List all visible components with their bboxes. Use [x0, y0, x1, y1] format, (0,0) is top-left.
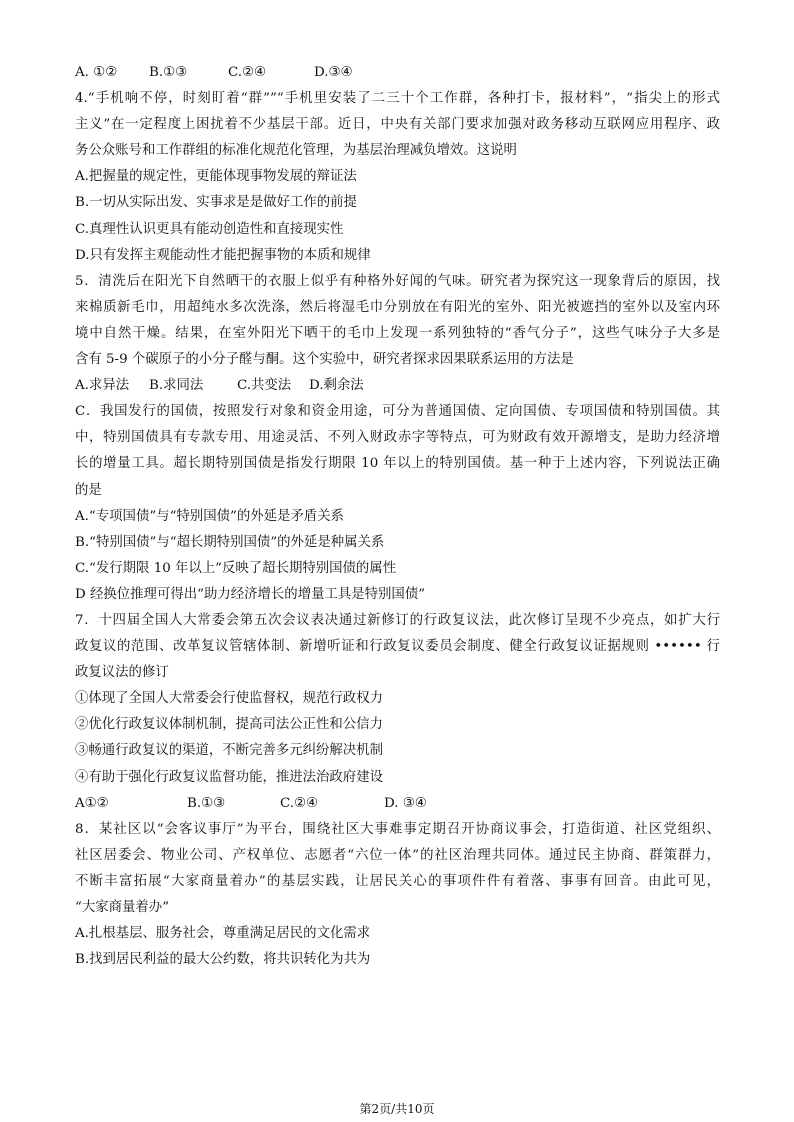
- q7-item-4: ④有助于强化行政复议监督功能，推进法治政府建设: [75, 769, 383, 785]
- q8-stem-line: 社区居委会、物业公司、产权单位、志愿者“六位一体”的社区治理共同体。通过民主协商、群策群力，: [75, 847, 720, 863]
- q8-stem-line: “大家商量着办”: [75, 900, 170, 915]
- q7-item-1: ①体现了全国人大常委会行使监督权，规范行政权力: [75, 691, 383, 707]
- q7-item-2: ②优化行政复议体制机制，提高司法公正性和公信力: [75, 717, 383, 733]
- q8-option-a: A.扎根基层、服务社会，尊重满足居民的文化需求: [75, 926, 371, 942]
- q5-option-c: C.共变法: [237, 378, 292, 394]
- q4-stem-line: 主义”在一定程度上困扰着不少基层干部。近日，中央有关部门要求加强对政务移动互联网应用程序、政: [75, 117, 720, 133]
- q5-option-d: D.剩余法: [309, 378, 364, 394]
- question-8: [75, 817, 720, 974]
- question-4: [75, 86, 720, 269]
- q7-option-b: B.①③: [187, 795, 226, 811]
- q3-options: [75, 60, 720, 86]
- q6-stem-line: C．我国发行的国债，按照发行对象和资金用途，可分为普通国债、定向国债、专项国债和特别国债。其: [75, 404, 720, 420]
- q6-option-d: D 经换位推理可得出“助力经济增长的增量工具是特别国债”: [75, 586, 426, 602]
- question-7: [75, 608, 720, 817]
- q3-option-d: D.③④: [314, 65, 353, 80]
- q4-option-c: C.真理性认识更具有能动创造性和直接现实性: [75, 221, 344, 237]
- q8-stem-line: 不断丰富拓展“大家商量着办”的基层实践，让居民关心的事项件件有着落、事事有回音。由此可见，: [75, 873, 720, 889]
- q6-stem-line: 长的增量工具。超长期特别国债是指发行期限 10 年以上的特别国债。基一种于上述内容，下列说法正确: [75, 456, 720, 472]
- page-number: 第2页/共10页: [359, 1102, 435, 1116]
- q4-stem-line: 4.“手机响不停，时刻盯着“群””“手机里安装了二三十个工作群，各种打卡，报材料”，“指尖上的形式: [75, 91, 720, 107]
- q7-stem-line: 政复议的范围、改革复议管辖体制、新增听证和行政复议委员会制度、健全行政复议证据规则 •••••• 行: [75, 639, 720, 655]
- q5-stem-line: 境中自然干燥。结果，在室外阳光下晒干的毛巾上发现一系列独特的“香气分子”，这些气味分子大多是: [75, 325, 720, 341]
- page-content: [75, 60, 720, 973]
- q7-option-d: D. ③④: [384, 795, 427, 811]
- q4-option-d: D.只有发挥主观能动性才能把握事物的本质和规律: [75, 247, 371, 263]
- q7-option-a: A①②: [75, 795, 109, 811]
- q6-option-b: B.“特别国债”与“超长期特别国债”的外延是种属关系: [75, 534, 385, 550]
- q3-option-b: B.①③: [149, 65, 188, 80]
- q5-option-a: A.求异法: [75, 378, 130, 394]
- q8-stem-line: 8．某社区以“会客议事厅”为平台，围绕社区大事难事定期召开协商议事会，打造街道、社区党组织、: [75, 821, 720, 837]
- q5-option-b: B.求同法: [149, 378, 204, 394]
- q7-option-c: C.②④: [280, 795, 319, 811]
- q5-options: [75, 373, 720, 399]
- q5-stem-line: 来棉质新毛巾，用超纯水多次洗涤，然后将湿毛巾分别放在有阳光的室外、阳光被遮挡的室外以及室内环: [75, 299, 720, 315]
- q4-option-a: A.把握量的规定性，更能体现事物发展的辩证法: [75, 169, 357, 185]
- q6-stem-line: 的是: [75, 482, 102, 498]
- q4-stem-line: 务公众账号和工作群组的标准化规范化管理，为基层治理减负增效。这说明: [75, 143, 517, 159]
- q4-option-b: B.一切从实际出发、实事求是是做好工作的前提: [75, 195, 357, 211]
- q6-option-c: C.“发行期限 10 年以上”反映了超长期特别国债的属性: [75, 560, 397, 576]
- q6-stem-line: 中，特别国债具有专款专用、用途灵活、不列入财政赤字等特点，可为财政有效开源增支，是助力经济增: [75, 430, 720, 446]
- q5-stem-line: 含有 5-9 个碳原子的小分子醛与酮。这个实验中，研究者探求因果联系运用的方法是: [75, 352, 574, 368]
- q5-stem-line: 5．清洗后在阳光下自然晒干的衣服上似乎有种格外好闻的气味。研究者为探究这一现象背后的原因，找: [75, 273, 720, 289]
- q7-stem-line: 7．十四届全国人大常委会第五次会议表决通过新修订的行政复议法，此次修订呈现不少亮点，如扩大行: [75, 612, 720, 628]
- q7-stem-line: 政复议法的修订: [75, 665, 169, 681]
- q3-option-c: C.②④: [228, 65, 267, 80]
- q7-item-3: ③畅通行政复议的渠道，不断完善多元纠纷解决机制: [75, 743, 383, 759]
- question-6: [75, 399, 720, 608]
- q8-option-b: B.找到居民利益的最大公约数，将共识转化为共为: [75, 952, 371, 968]
- q6-option-a: A.“专项国债”与“特别国债”的外延是矛盾关系: [75, 508, 344, 524]
- question-5: [75, 269, 720, 399]
- q3-option-a: A. ①②: [75, 65, 118, 80]
- q7-options: [75, 791, 720, 817]
